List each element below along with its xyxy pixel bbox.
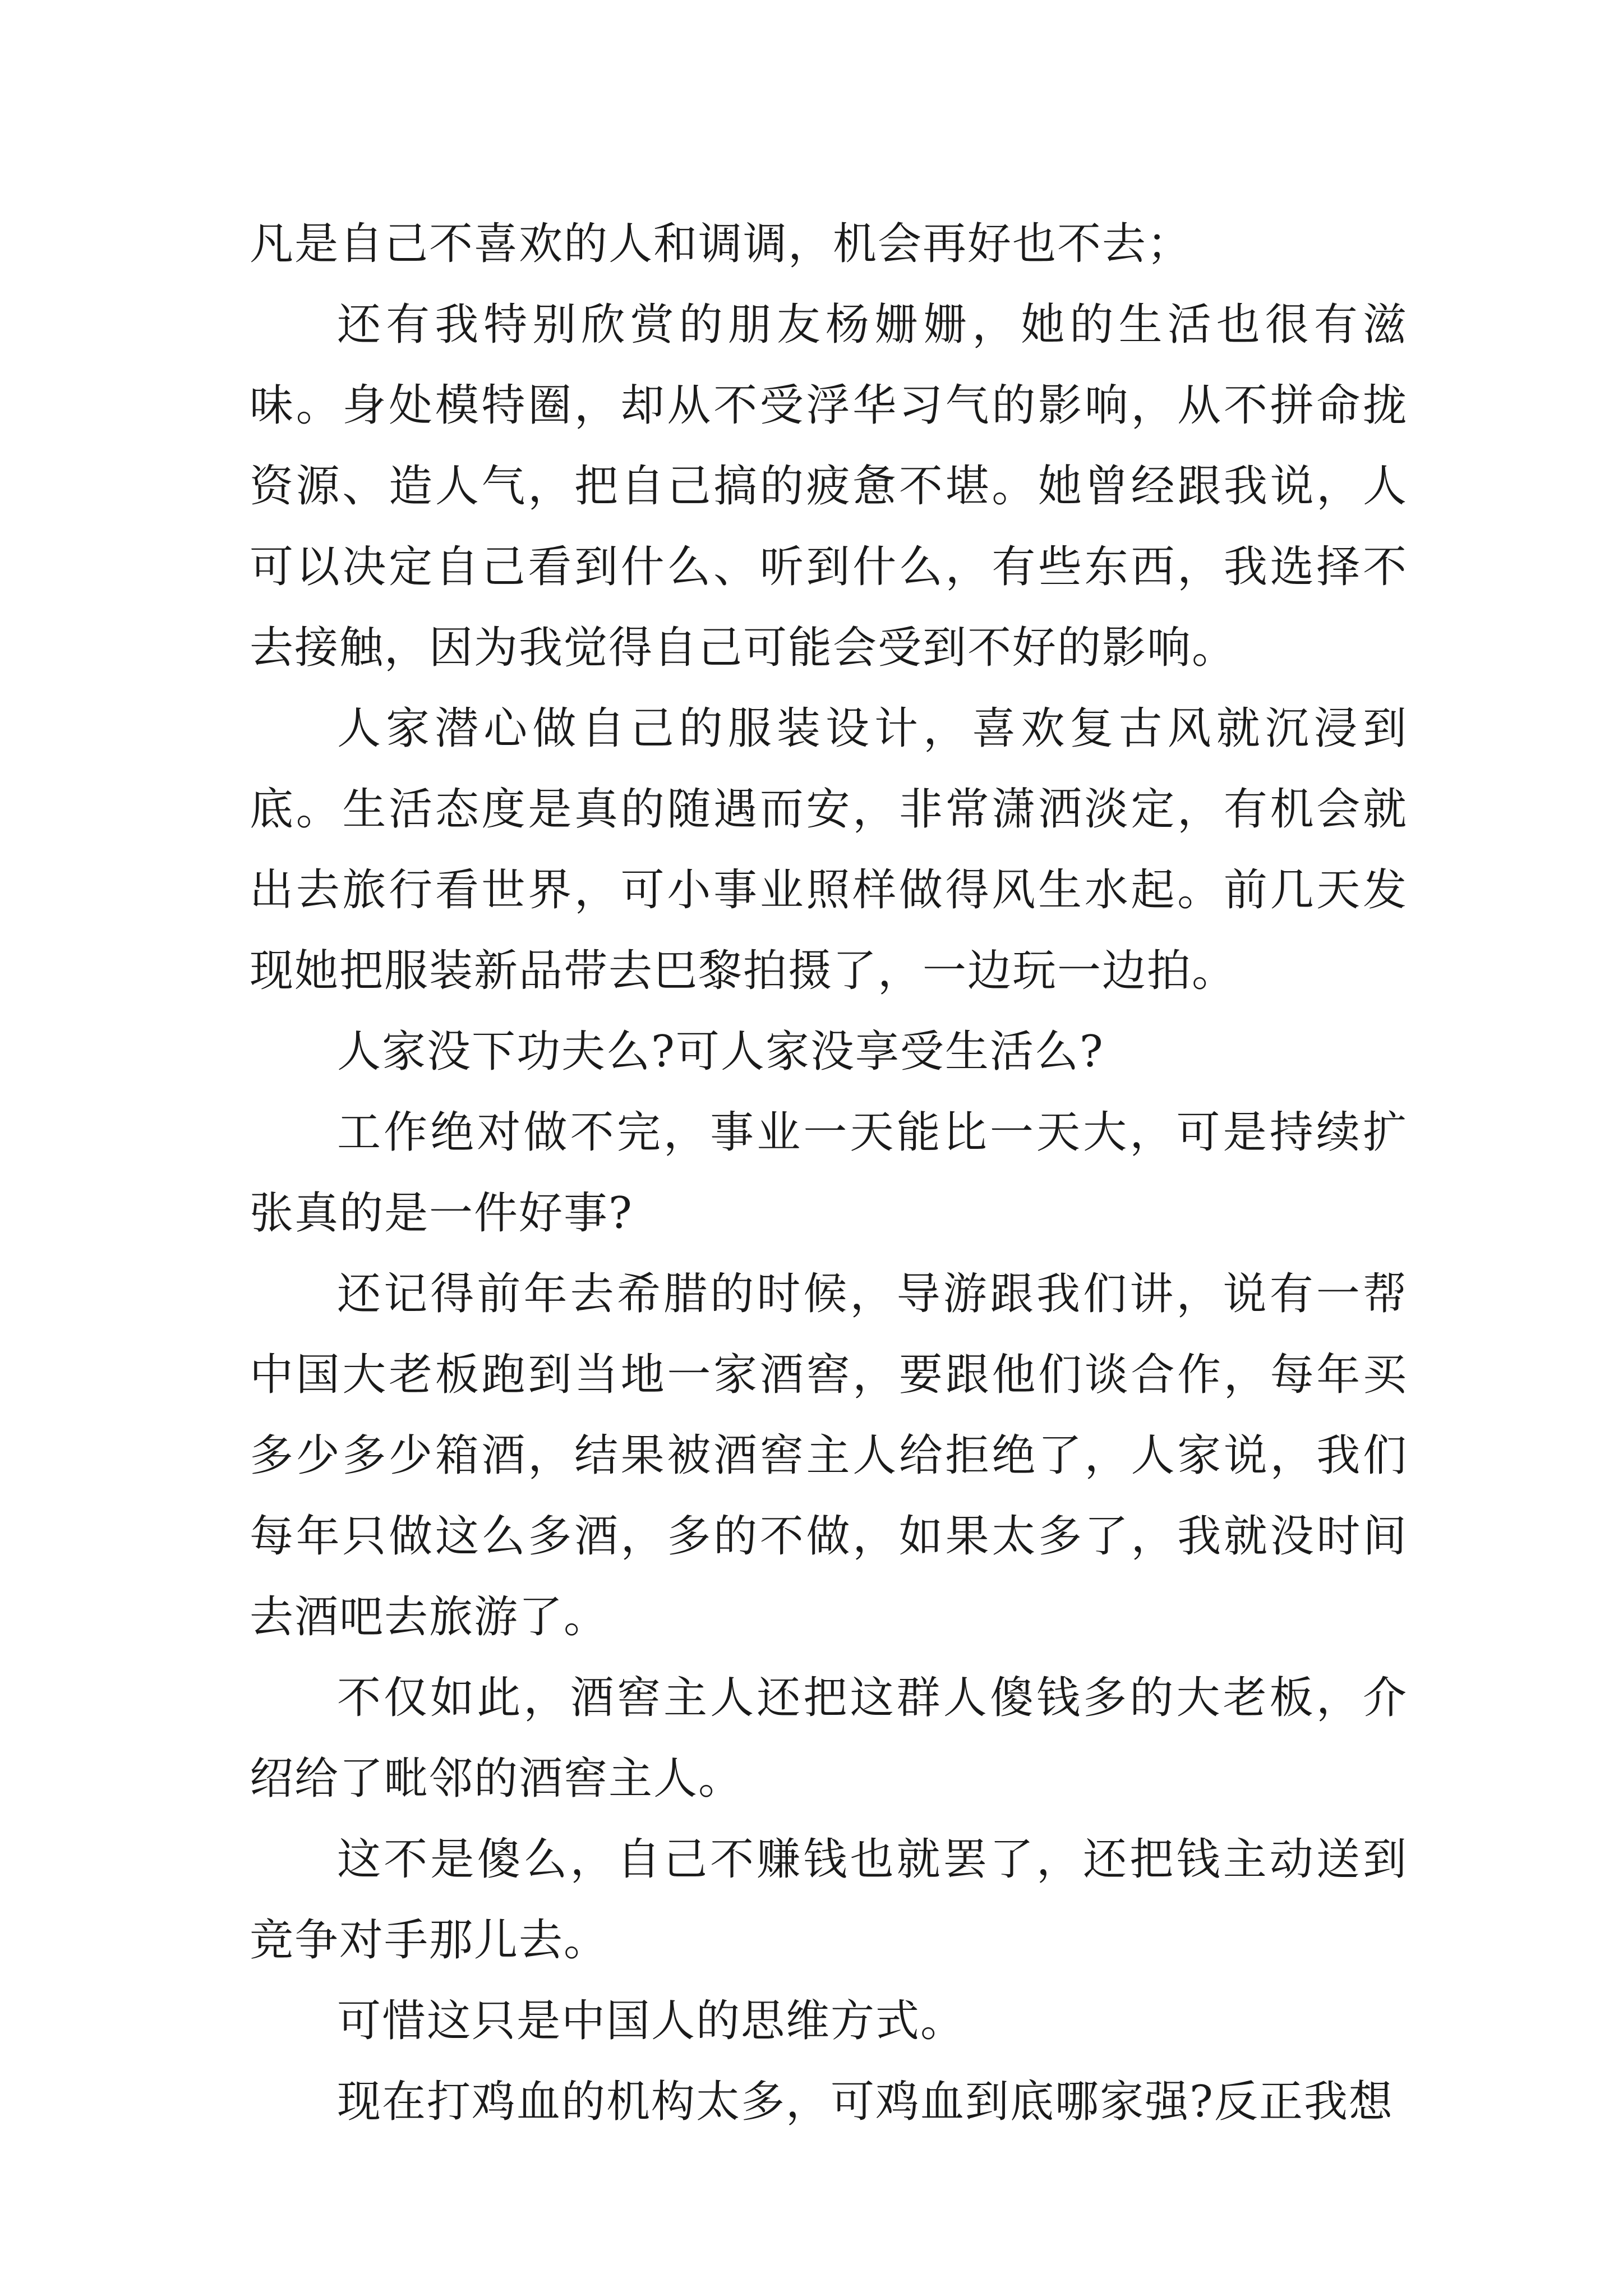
paragraph-2: 还有我特别欣赏的朋友杨姗姗，她的生活也很有滋味。身处模特圈，却从不受浮华习气的影响，从不拼命拢资源、造人气，把自己搞的疲惫不堪。她曾经跟我说，人可以决定自己看到什么、听到什么，有些东西，我选择不去接触，因为我觉得自己可能会受到不好的影响。	[250, 300, 1408, 673]
paragraph-7: 不仅如此，酒窖主人还把这群人傻钱多的大老板，介绍给了毗邻的酒窖主人。	[250, 1673, 1408, 1804]
document-body	[250, 204, 1408, 2142]
paragraph-3: 人家潜心做自己的服装设计，喜欢复古风就沉浸到底。生活态度是真的随遇而安，非常潇洒淡定，有机会就出去旅行看世界，可小事业照样做得风生水起。前几天发现她把服装新品带去巴黎拍摄了，一边玩一边拍。	[250, 703, 1408, 996]
paragraph-8: 这不是傻么，自己不赚钱也就罢了，还把钱主动送到竞争对手那儿去。	[250, 1834, 1408, 1966]
paragraph-9: 可惜这只是中国人的思维方式。	[337, 1996, 966, 2046]
paragraph-6: 还记得前年去希腊的时候，导游跟我们讲，说有一帮中国大老板跑到当地一家酒窖，要跟他们谈合作，每年买多少多少箱酒，结果被酒窖主人给拒绝了，人家说，我们每年只做这么多酒，多的不做，如果太多了，我就没时间去酒吧去旅游了。	[250, 1269, 1408, 1642]
paragraph-4: 人家没下功夫么?可人家没享受生活么?	[337, 1027, 1104, 1077]
paragraph-1: 凡是自己不喜欢的人和调调，机会再好也不去；	[250, 219, 1192, 269]
paragraph-5: 工作绝对做不完，事业一天能比一天大，可是持续扩张真的是一件好事?	[250, 1107, 1408, 1239]
paragraph-10: 现在打鸡血的机构太多，可鸡血到底哪家强?反正我想	[337, 2077, 1394, 2127]
